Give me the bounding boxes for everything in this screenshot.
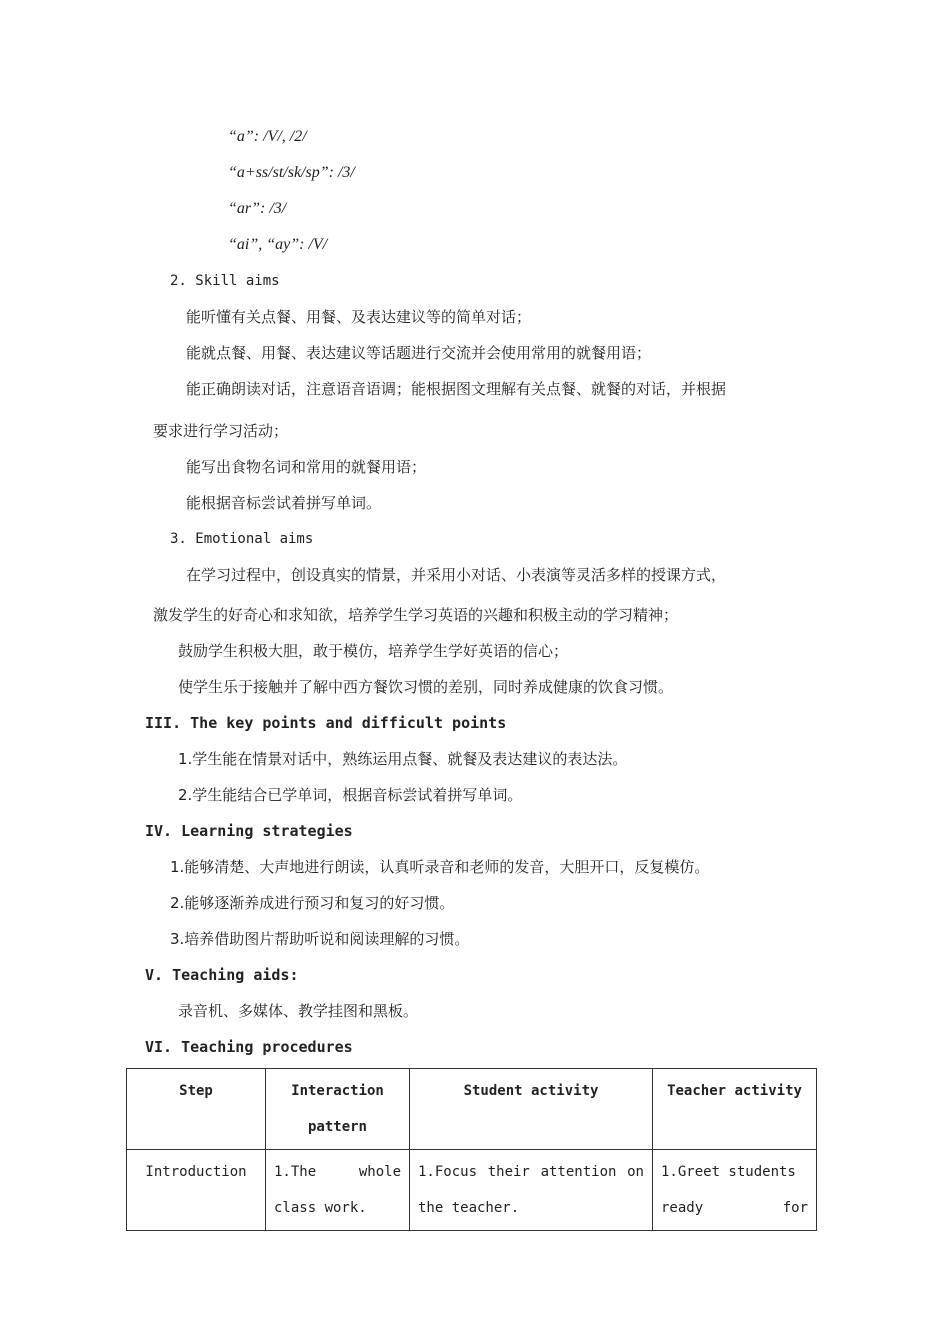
emotional-aim-item: 鼓励学生积极大胆，敢于模仿，培养学生学好英语的信心；	[178, 642, 569, 660]
emotional-aims-heading: 3. Emotional aims	[170, 531, 314, 547]
key-points-heading: III. The key points and difficult points	[145, 714, 507, 732]
cell-interaction-line-2: class work.	[274, 1200, 367, 1216]
emotional-aim-item: 使学生乐于接触并了解中西方餐饮习惯的差别，同时养成健康的饮食习惯。	[178, 678, 674, 696]
column-header-teacher: Teacher activity	[653, 1069, 817, 1150]
table-row	[127, 1150, 817, 1231]
column-header-interaction	[266, 1069, 410, 1150]
emotional-aim-item: 激发学生的好奇心和求知欲，培养学生学习英语的兴趣和积极主动的学习精神；	[153, 606, 679, 624]
cell-student	[410, 1150, 653, 1231]
key-point-item: 2.学生能结合已学单词，根据音标尝试着拼写单词。	[178, 786, 523, 804]
cell-student-line-2: the teacher.	[418, 1200, 520, 1216]
emotional-aim-item: 在学习过程中，创设真实的情景，并采用小对话、小表演等灵活多样的授课方式，	[186, 566, 727, 584]
skill-aim-item: 能就点餐、用餐、表达建议等话题进行交流并会使用常用的就餐用语；	[186, 344, 652, 362]
strategy-item: 2.能够逐渐养成进行预习和复习的好习惯。	[170, 894, 455, 912]
cell-teacher-line-1: 1.Greet students	[661, 1164, 796, 1180]
key-point-item: 1.学生能在情景对话中，熟练运用点餐、就餐及表达建议的表达法。	[178, 750, 628, 768]
skill-aim-item: 能写出食物名词和常用的就餐用语；	[186, 458, 427, 476]
teaching-procedures-heading: VI. Teaching procedures	[145, 1038, 353, 1056]
skill-aim-item: 能根据音标尝试着拼写单词。	[186, 494, 382, 512]
cell-student-line-1: 1.Focus their attention on	[418, 1164, 644, 1180]
cell-interaction-line-1: 1.The whole	[274, 1164, 401, 1180]
cell-step: Introduction	[127, 1150, 266, 1231]
skill-aim-item: 要求进行学习活动；	[153, 422, 289, 440]
skill-aim-item: 能听懂有关点餐、用餐、及表达建议等的简单对话；	[186, 308, 532, 326]
teaching-aids-text: 录音机、多媒体、教学挂图和黑板。	[178, 1002, 419, 1020]
column-header-step: Step	[127, 1069, 266, 1150]
cell-interaction	[266, 1150, 410, 1231]
phonics-line-4: “ai”, “ay”: /V/	[228, 236, 328, 253]
skill-aims-heading: 2. Skill aims	[170, 273, 280, 289]
phonics-line-1: “a”: /V/, /2/	[228, 128, 307, 145]
cell-teacher-line-2: ready for	[661, 1200, 808, 1216]
phonics-line-3: “ar”: /3/	[228, 200, 287, 217]
column-header-student: Student activity	[410, 1069, 653, 1150]
strategy-item: 1.能够清楚、大声地进行朗读，认真听录音和老师的发音，大胆开口，反复模仿。	[170, 858, 710, 876]
strategy-item: 3.培养借助图片帮助听说和阅读理解的习惯。	[170, 930, 470, 948]
cell-teacher	[653, 1150, 817, 1231]
table-header-row	[127, 1069, 817, 1150]
learning-strategies-heading: IV. Learning strategies	[145, 822, 353, 840]
skill-aim-item: 能正确朗读对话，注意语音语调；能根据图文理解有关点餐、就餐的对话，并根据	[186, 380, 727, 398]
column-header-interaction-text: Interaction pattern	[291, 1083, 384, 1135]
procedures-table	[126, 1068, 817, 1231]
teaching-aids-heading: V. Teaching aids:	[145, 966, 299, 984]
phonics-line-2: “a+ss/st/sk/sp”: /3/	[228, 164, 355, 181]
